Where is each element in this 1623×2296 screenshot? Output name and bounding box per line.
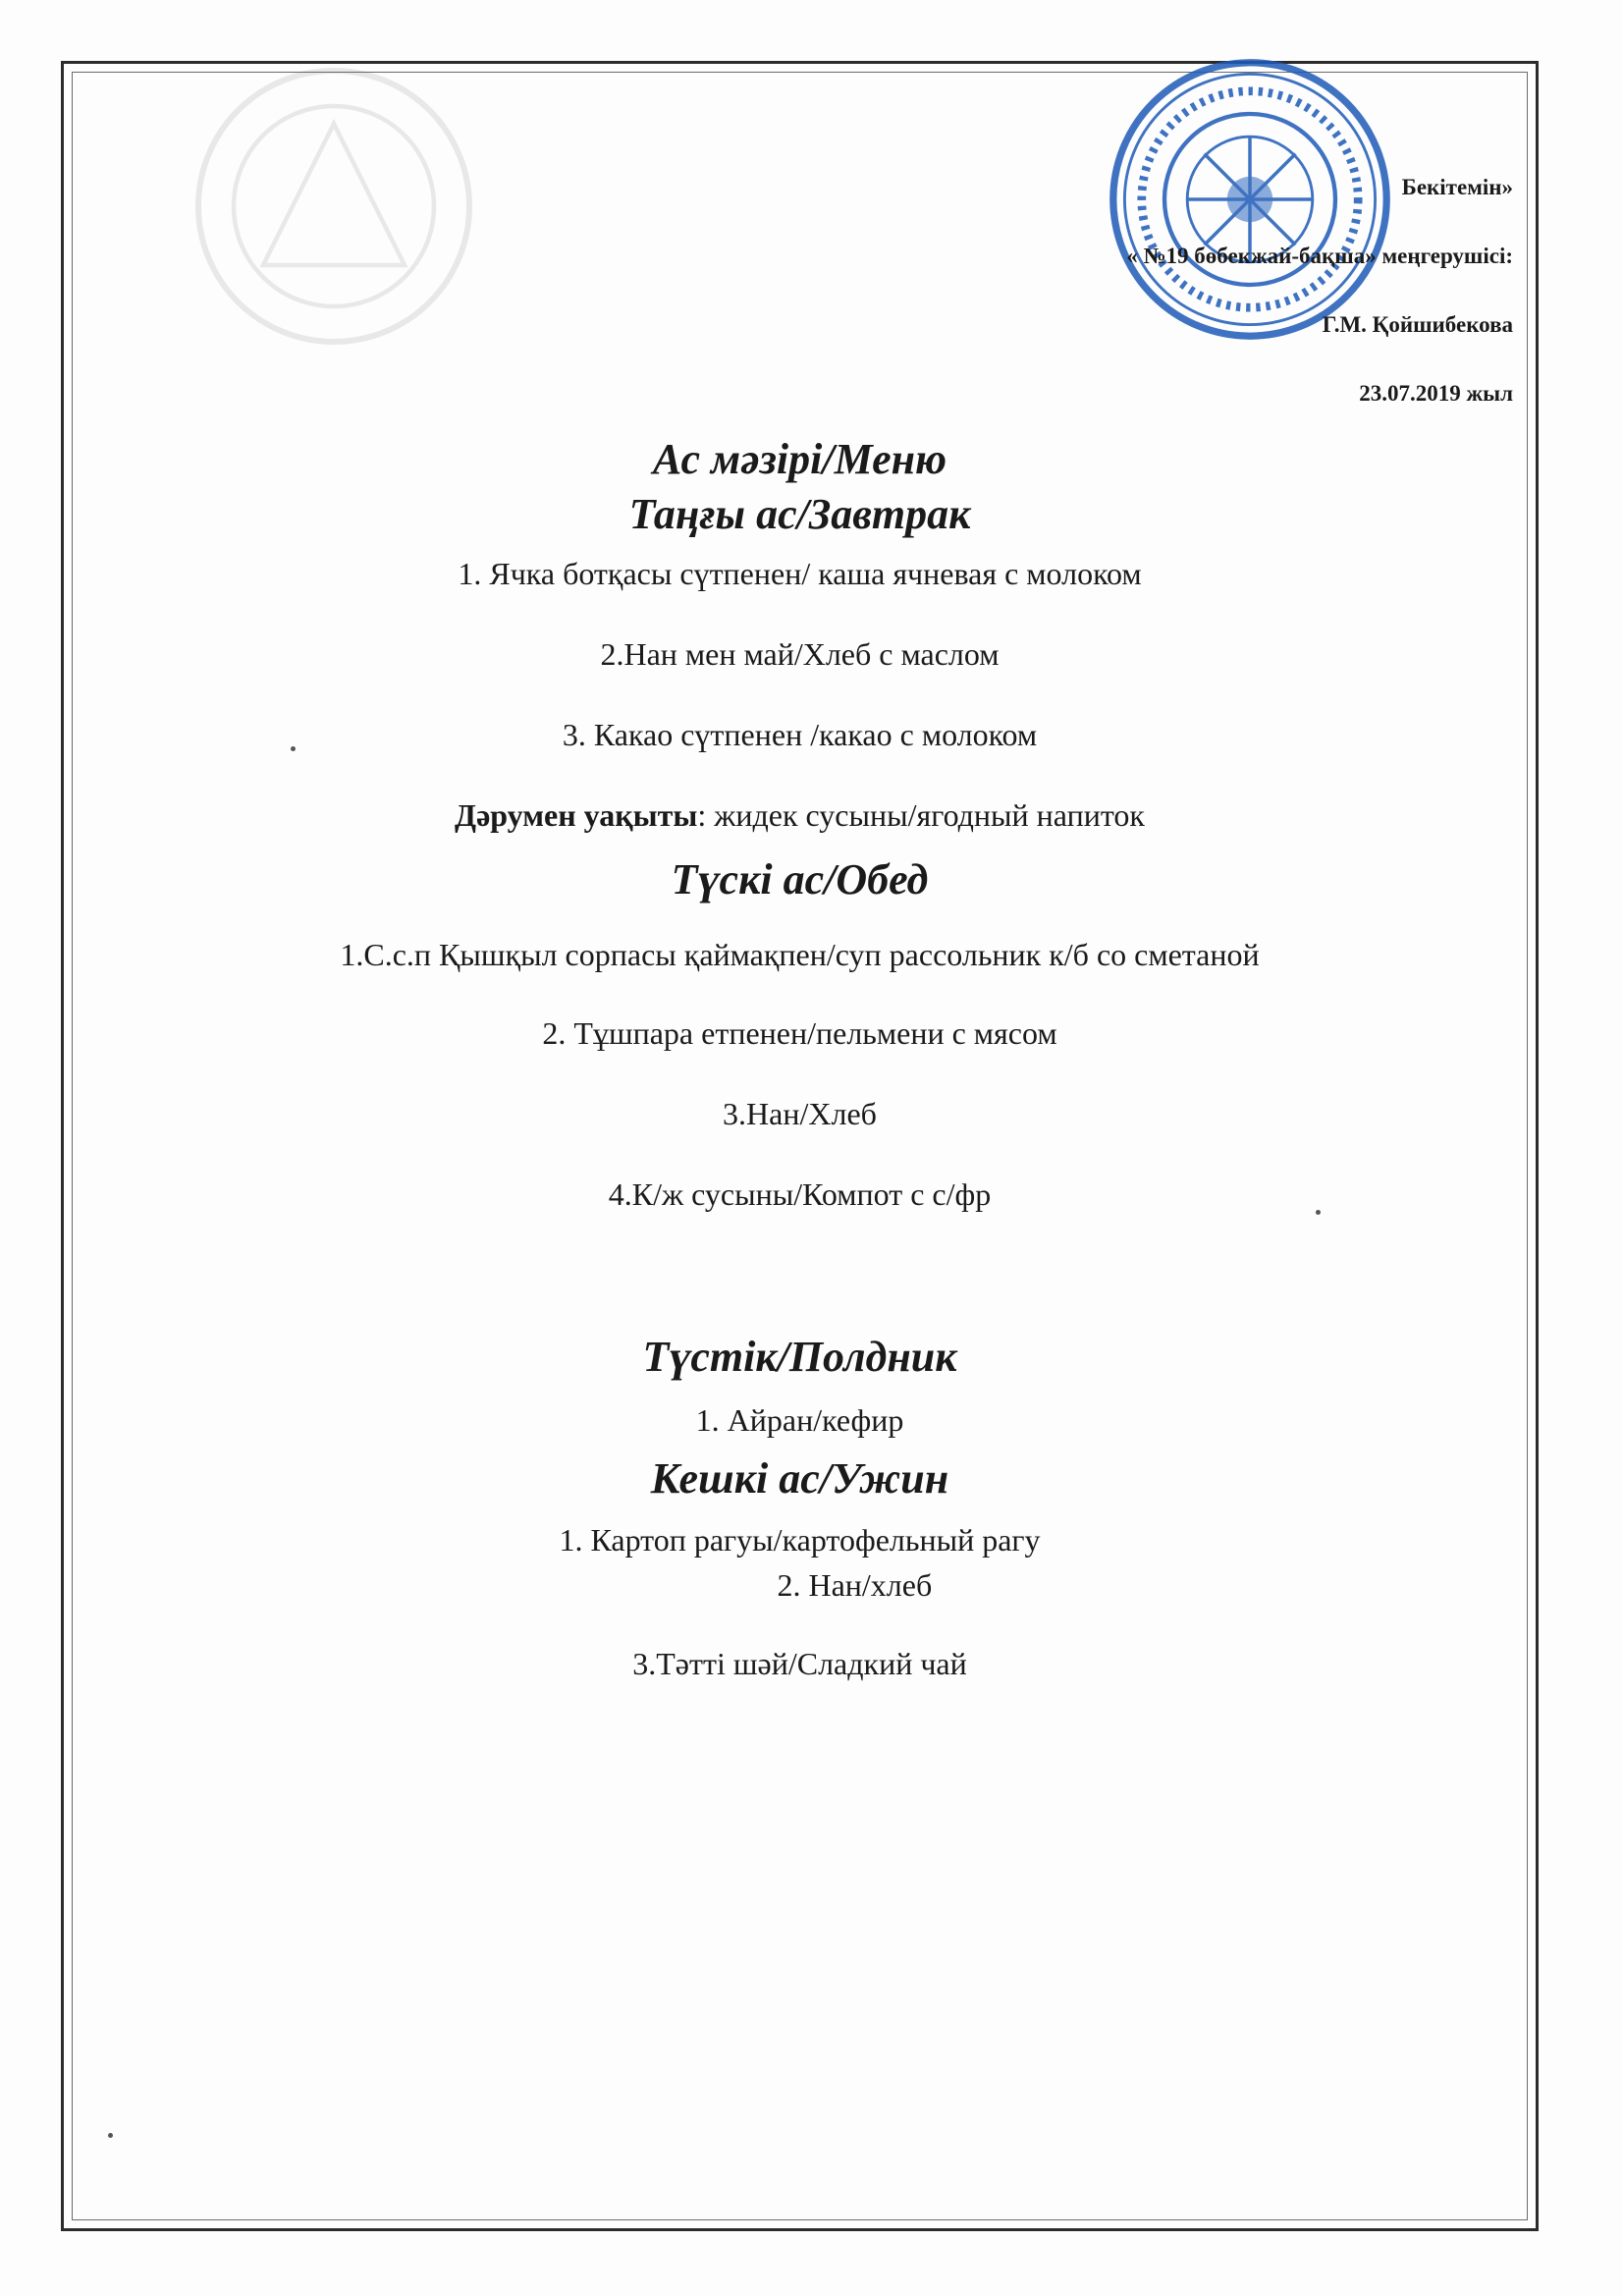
dinner-heading: Кешкі ас/Ужин	[650, 1454, 949, 1503]
lunch-item-4: 4.К/ж сусыны/Компот с с/фр	[608, 1176, 992, 1212]
breakfast-item-2: 2.Нан мен май/Хлеб с маслом	[600, 636, 1000, 672]
speck-mark	[291, 746, 296, 751]
menu-title: Ас мәзірі/Меню	[652, 435, 947, 483]
breakfast-item-3: 3. Какао сүтпенен /какао с молоком	[562, 717, 1038, 752]
approval-signatory: Г.М. Қойшибекова	[1322, 312, 1513, 337]
vitamin-time-label: Дәрумен уақыты	[455, 797, 698, 833]
speck-mark	[108, 2133, 113, 2138]
dinner-item-1: 1. Картоп рагуы/картофельный рагу	[559, 1522, 1041, 1558]
lunch-item-3: 3.Нан/Хлеб	[723, 1096, 877, 1131]
approval-line-1: Бекітемін»	[1401, 175, 1513, 199]
breakfast-heading: Таңғы ас/Завтрак	[628, 490, 971, 538]
lunch-heading: Түскі ас/Обед	[671, 855, 929, 903]
approval-block	[1126, 153, 1513, 428]
breakfast-item-1: 1. Ячка ботқасы сүтпенен/ каша ячневая с молоком	[458, 556, 1142, 591]
faded-stamp-imprint	[187, 59, 481, 354]
dinner-item-2: 2. Нан/хлеб	[777, 1567, 933, 1603]
speck-mark	[1316, 1210, 1321, 1215]
approval-line-2: « №19 бөбекжай-бақша» меңгерушісі:	[1126, 244, 1513, 268]
approval-date: 23.07.2019 жыл	[1359, 381, 1513, 406]
dinner-list	[559, 1520, 1040, 1605]
vitamin-time-text: : жидек сусыны/ягодный напиток	[697, 797, 1145, 833]
lunch-item-2: 2. Тұшпара етпенен/пельмени с мясом	[542, 1015, 1057, 1051]
snack-heading: Түстік/Полдник	[642, 1333, 957, 1381]
menu-content	[61, 432, 1539, 1683]
vitamin-time-line	[61, 795, 1539, 835]
snack-item-1: 1. Айран/кефир	[695, 1402, 904, 1438]
dinner-item-3: 3.Тәтті шәй/Сладкий чай	[632, 1646, 967, 1681]
lunch-item-1: 1.С.с.п Қышқыл сорпасы қаймақпен/суп рассольник к/б со сметаной	[340, 937, 1260, 972]
